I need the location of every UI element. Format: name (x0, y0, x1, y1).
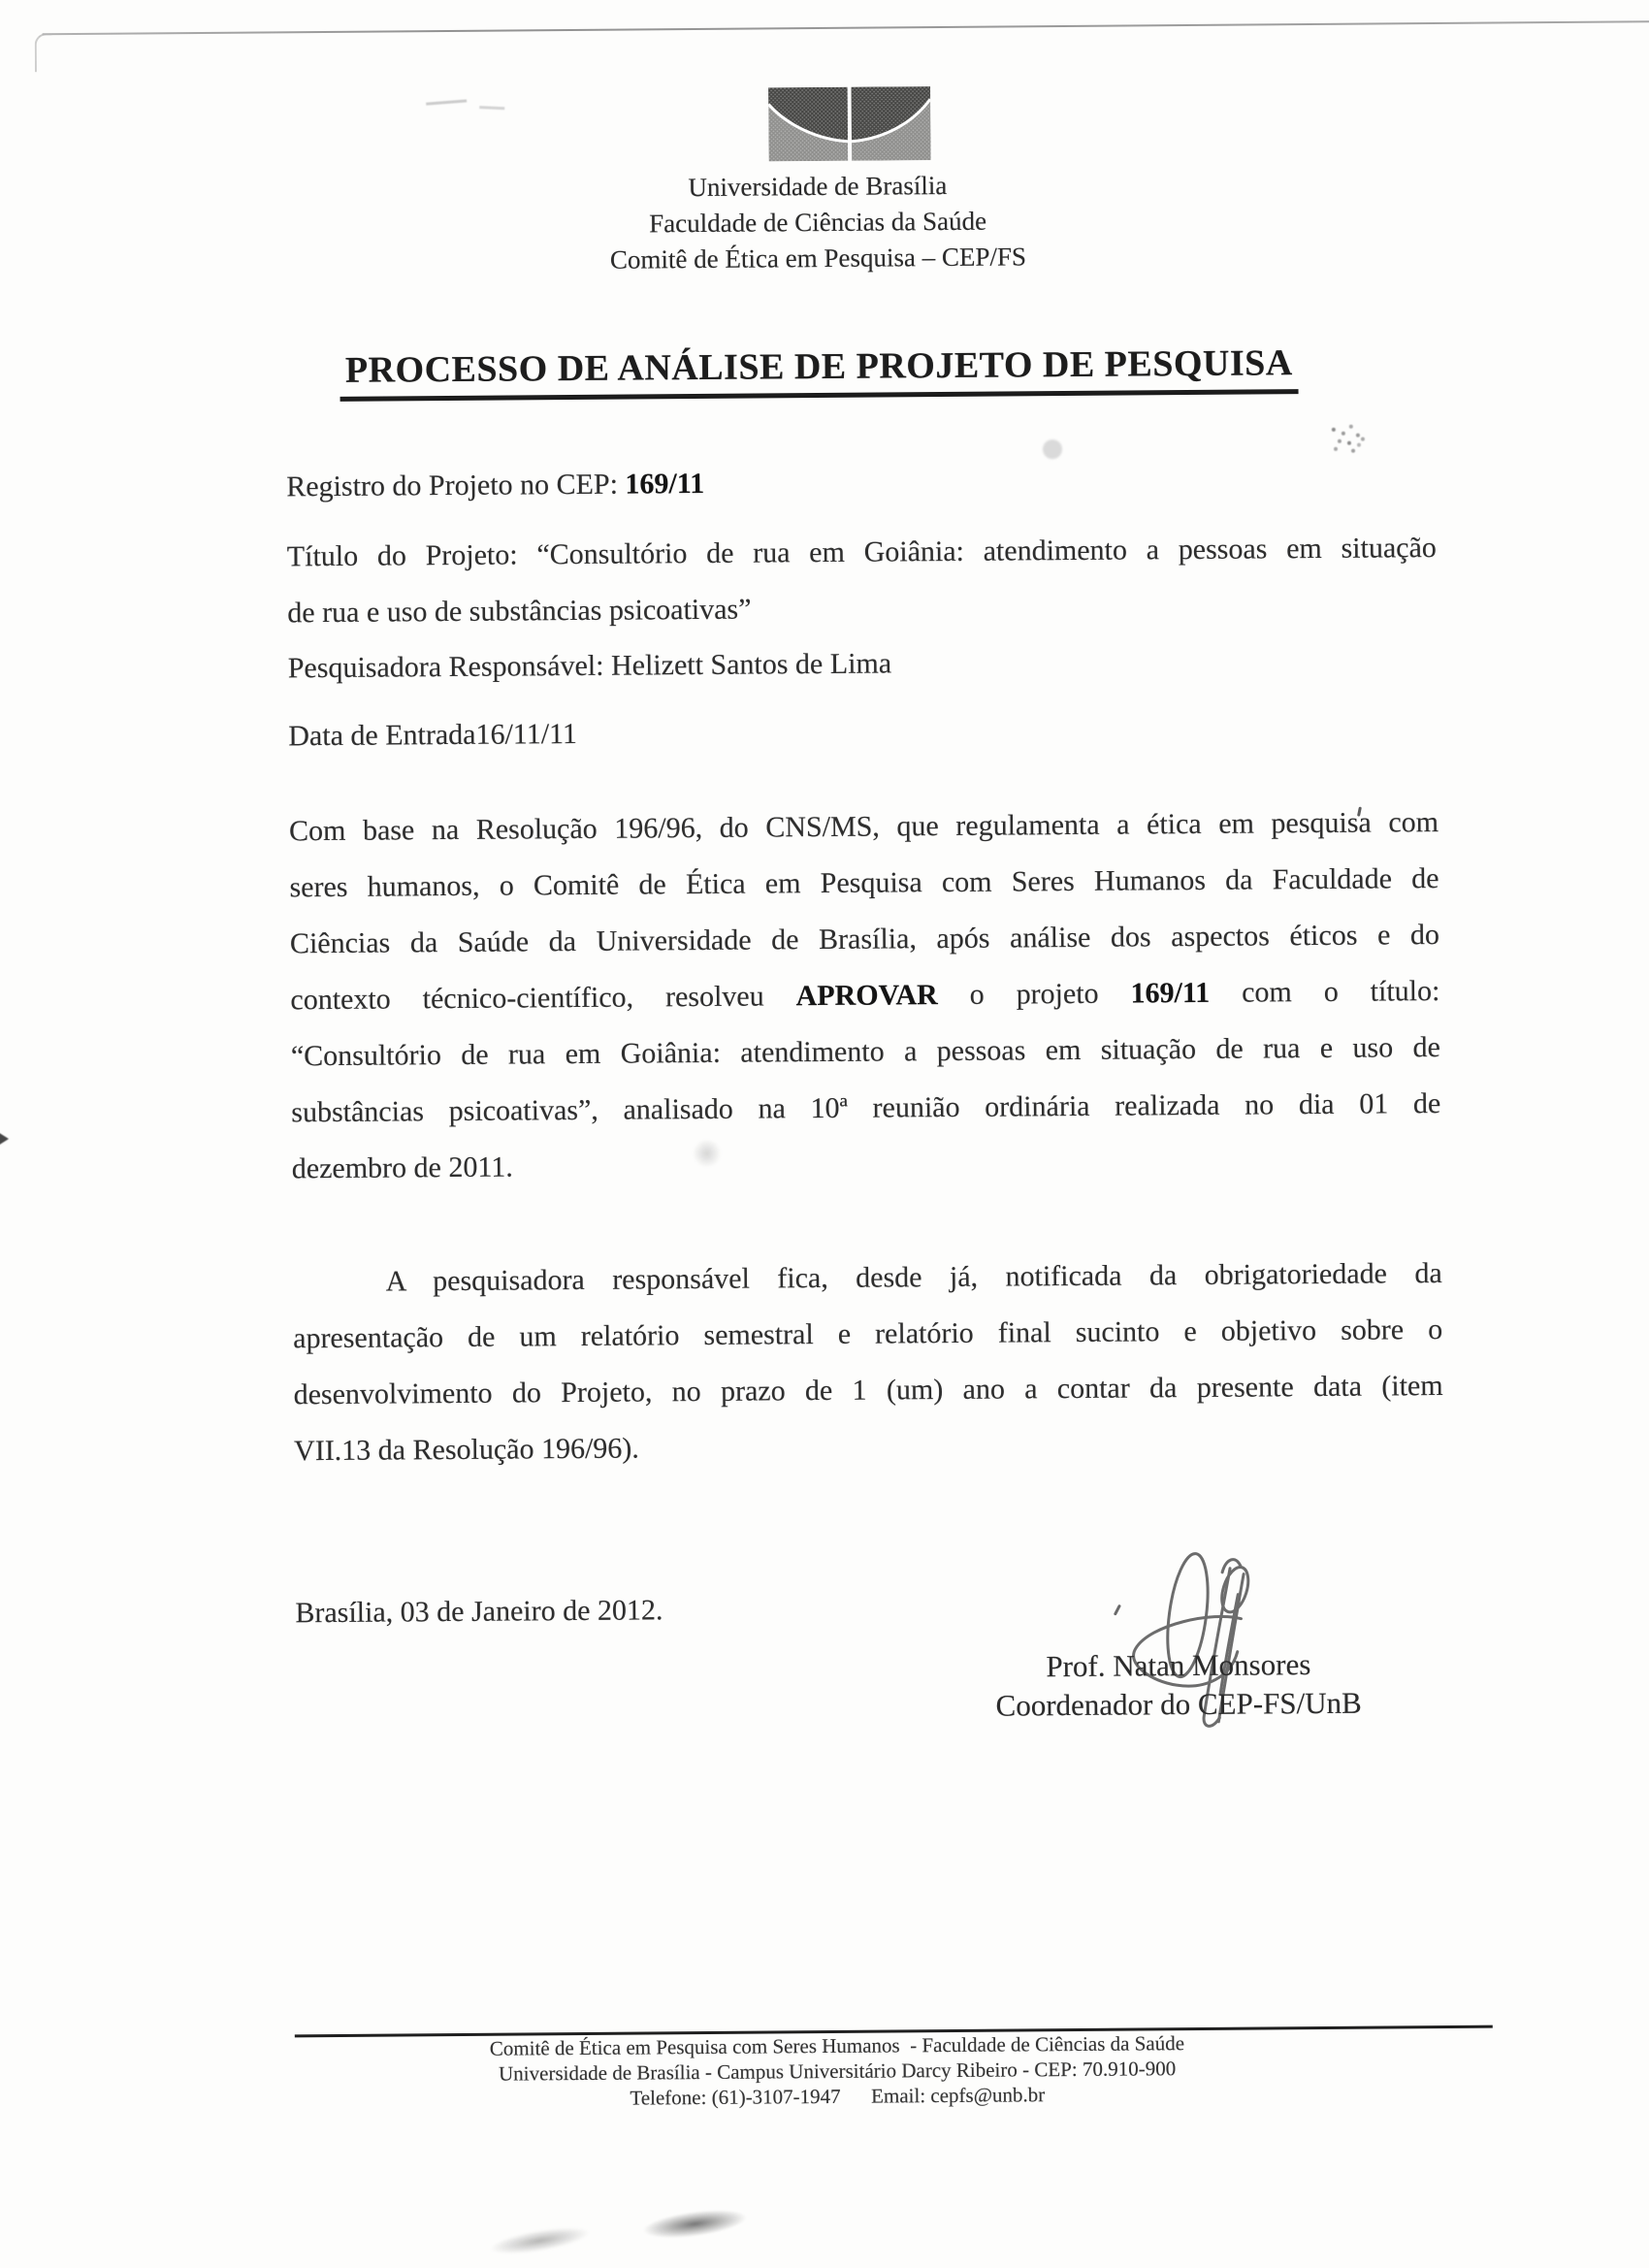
signature-role: Coordenador do CEP-FS/UnB (995, 1685, 1362, 1723)
unb-logo-icon (768, 86, 931, 161)
text-line: desenvolvimento do Projeto, no prazo de 1 (um) ano a contar da presente data (item (293, 1370, 1443, 1411)
text-line: “Consultório de rua em Goiânia: atendimento a pessoas em situação de rua e uso de (290, 1031, 1440, 1073)
document-title-wrap (237, 340, 1401, 402)
signature-block (965, 1644, 1393, 1725)
footer-contact: Telefone: (61)-3107-1947 Email: cepfs@unb.br (630, 2083, 1046, 2110)
scan-artifact (426, 99, 467, 105)
field-titulo-line2: de rua e uso de substâncias psicoativas” (287, 593, 752, 630)
footer-committee: Comitê de Ética em Pesquisa com Seres Humanos - Faculdade de Ciências da Saúde (489, 2031, 1185, 2060)
document-title: PROCESSO DE ANÁLISE DE PROJETO DE PESQUISA (340, 341, 1299, 402)
text-line: contexto técnico-científico, resolveu APROVAR o projeto 169/11 com o título: (290, 975, 1440, 1017)
text-line: seres humanos, o Comitê de Ética em Pesquisa com Seres Humanos da Faculdade de (289, 862, 1439, 904)
text-line: Com base na Resolução 196/96, do CNS/MS, que regulamenta a ética em pesquisa com (288, 806, 1439, 848)
field-titulo-line1: Título do Projeto: “Consultório de rua em Goiânia: atendimento a pessoas em situação (286, 532, 1437, 573)
paragraph-obligation (293, 1246, 1444, 1479)
field-registro: Registro do Projeto no CEP: 169/11 (286, 467, 705, 503)
scan-page-edge-line (43, 20, 1649, 35)
text-line: VII.13 da Resolução 196/96). (293, 1432, 639, 1468)
place-date-line: Brasília, 03 de Janeiro de 2012. (295, 1594, 663, 1630)
scan-artifact (489, 2222, 590, 2258)
text-line: Ciências da Saúde da Universidade de Brasília, após análise dos aspectos éticos e do (289, 919, 1440, 960)
letterhead (236, 164, 1401, 280)
paragraph-approval (289, 794, 1441, 1197)
text-line: apresentação de um relatório semestral e relatório final sucinto e objetivo sobre o (293, 1313, 1443, 1355)
scan-artifact (642, 2205, 747, 2243)
footer-address: Universidade de Brasília - Campus Universitário Darcy Ribeiro - CEP: 70.910-900 (498, 2057, 1177, 2086)
text-line: substâncias psicoativas”, analisado na 10ª reunião ordinária realizada no dia 01 de (291, 1087, 1441, 1129)
field-pesquisadora: Pesquisadora Responsável: Helizett Santos de Lima (287, 647, 892, 685)
letterhead-committee: Comitê de Ética em Pesquisa – CEP/FS (609, 242, 1027, 275)
scan-edge-arrow-artifact (0, 1132, 9, 1146)
scan-artifact (1332, 428, 1336, 432)
letterhead-faculty: Faculdade de Ciências da Saúde (649, 206, 987, 239)
scan-artifact (479, 106, 504, 110)
field-data-entrada: Data de Entrada16/11/11 (288, 717, 578, 753)
footer (255, 2028, 1420, 2113)
text-line: A pesquisadora responsável fica, desde já, notificada da obrigatoriedade da (385, 1257, 1442, 1298)
scan-page-corner (35, 33, 52, 72)
text-line: dezembro de 2011. (291, 1150, 513, 1185)
letterhead-university: Universidade de Brasília (688, 170, 948, 203)
signature-name: Prof. Natan Monsores (1046, 1647, 1311, 1684)
